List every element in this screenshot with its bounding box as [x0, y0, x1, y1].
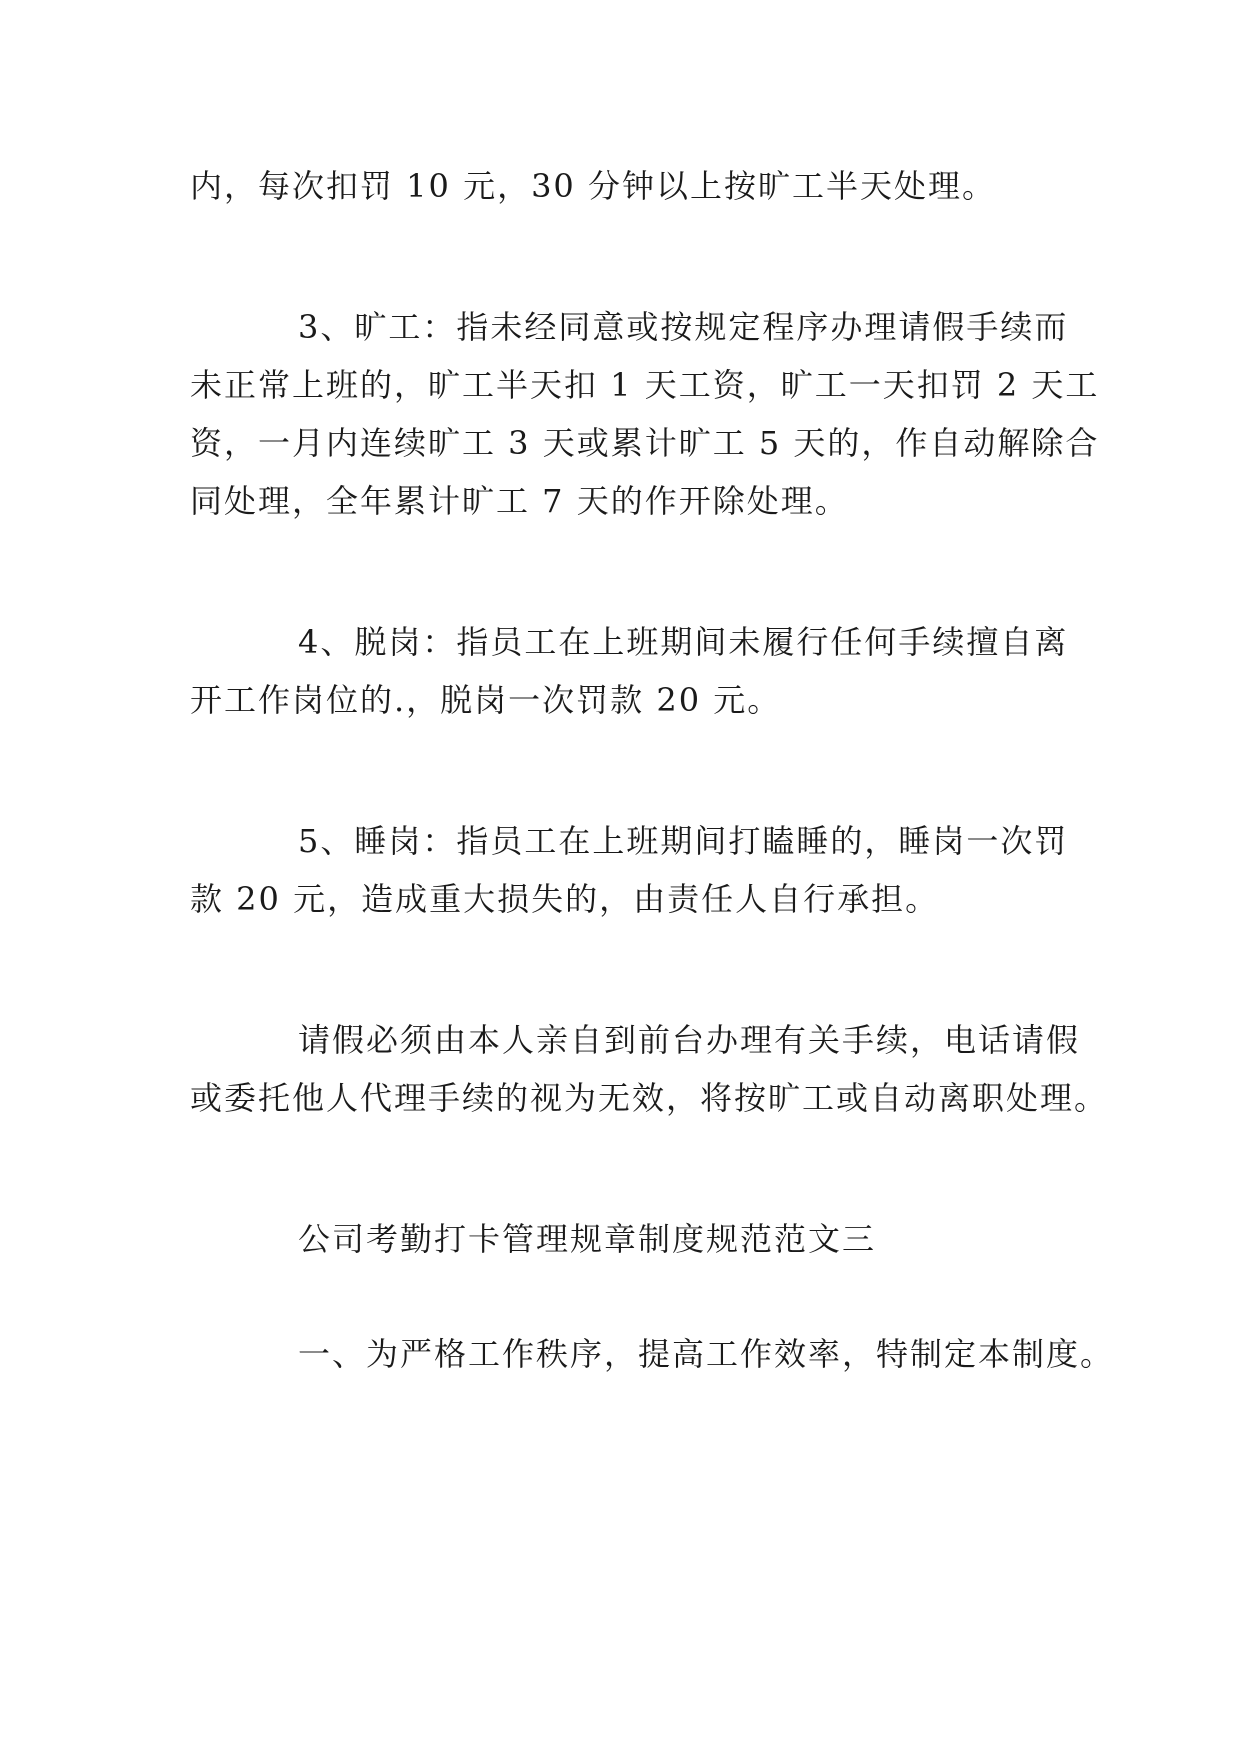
paragraph-line: 资，一月内连续旷工 3 天或累计旷工 5 天的，作自动解除合 — [190, 424, 1100, 462]
paragraph-line: 款 20 元，造成重大损失的，由责任人自行承担。 — [190, 880, 940, 918]
paragraph-line: 同处理，全年累计旷工 7 天的作开除处理。 — [190, 482, 849, 520]
paragraph-line: 开工作岗位的.，脱岗一次罚款 20 元。 — [190, 681, 782, 719]
paragraph-line: 5、睡岗：指员工在上班期间打瞌睡的，睡岗一次罚 — [298, 822, 1069, 860]
paragraph-line: 4、脱岗：指员工在上班期间未履行任何手续擅自离 — [298, 623, 1069, 661]
paragraph-line: 3、旷工：指未经同意或按规定程序办理请假手续而 — [298, 308, 1069, 346]
paragraph-line: 一、为严格工作秩序，提高工作效率，特制定本制度。 — [298, 1335, 1115, 1373]
section-heading: 公司考勤打卡管理规章制度规范范文三 — [298, 1220, 877, 1258]
paragraph-line: 内，每次扣罚 10 元，30 分钟以上按旷工半天处理。 — [190, 167, 996, 205]
paragraph-line: 或委托他人代理手续的视为无效，将按旷工或自动离职处理。 — [190, 1079, 1109, 1117]
paragraph-line: 未正常上班的，旷工半天扣 1 天工资，旷工一天扣罚 2 天工 — [190, 366, 1100, 404]
paragraph-line: 请假必须由本人亲自到前台办理有关手续，电话请假 — [298, 1021, 1081, 1059]
